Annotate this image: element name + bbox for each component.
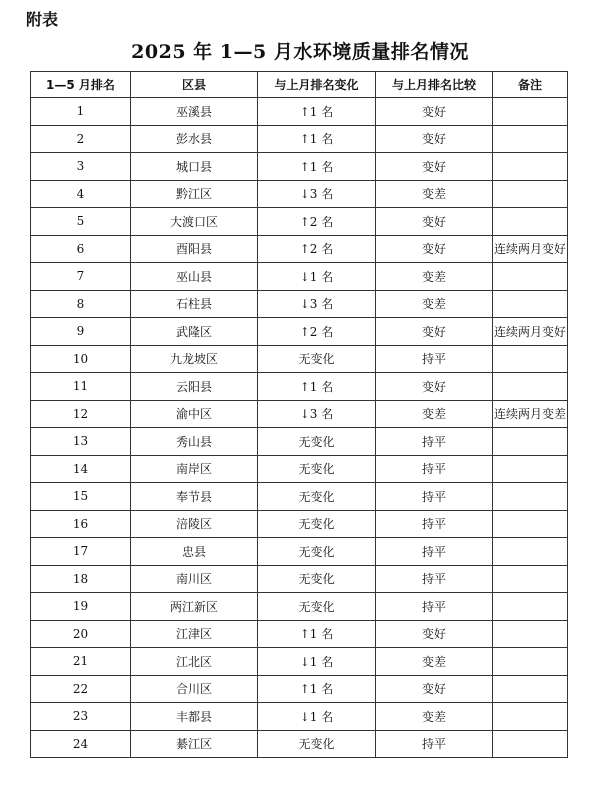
rank-change-cell: ↓3 名	[258, 290, 376, 318]
table-row	[31, 565, 568, 593]
note-cell	[493, 180, 568, 208]
rank-change-cell: 无变化	[258, 730, 376, 758]
comparison-cell: 变好	[376, 98, 493, 126]
table-row	[31, 373, 568, 401]
comparison-cell: 持平	[376, 345, 493, 373]
rank-change-cell: ↓3 名	[258, 180, 376, 208]
table-row	[31, 125, 568, 153]
rank-cell: 22	[31, 675, 131, 703]
note-cell: 连续两月变差	[493, 400, 568, 428]
table-header	[31, 72, 568, 98]
rank-cell: 16	[31, 510, 131, 538]
district-cell: 渝中区	[131, 400, 258, 428]
rank-change-cell: 无变化	[258, 565, 376, 593]
table-row	[31, 593, 568, 621]
column-header-comparison: 与上月排名比较	[376, 72, 493, 98]
district-cell: 忠县	[131, 538, 258, 566]
comparison-cell: 变好	[376, 153, 493, 181]
note-cell	[493, 98, 568, 126]
rank-change-cell: ↑2 名	[258, 208, 376, 236]
comparison-cell: 变差	[376, 290, 493, 318]
rank-change-cell: 无变化	[258, 428, 376, 456]
district-cell: 涪陵区	[131, 510, 258, 538]
rank-change-cell: ↑1 名	[258, 620, 376, 648]
district-cell: 南川区	[131, 565, 258, 593]
district-cell: 彭水县	[131, 125, 258, 153]
table-row	[31, 153, 568, 181]
rank-cell: 17	[31, 538, 131, 566]
page-title: 2025 年 1—5 月水环境质量排名情况	[131, 41, 469, 63]
rank-change-cell: ↑2 名	[258, 235, 376, 263]
column-header-district: 区县	[131, 72, 258, 98]
rank-cell: 3	[31, 153, 131, 181]
comparison-cell: 持平	[376, 428, 493, 456]
rank-cell: 19	[31, 593, 131, 621]
note-cell	[493, 125, 568, 153]
note-cell	[493, 455, 568, 483]
rank-cell: 2	[31, 125, 131, 153]
table-row	[31, 538, 568, 566]
comparison-cell: 变好	[376, 125, 493, 153]
note-cell	[493, 565, 568, 593]
note-cell	[493, 153, 568, 181]
rank-cell: 23	[31, 703, 131, 731]
table-row	[31, 345, 568, 373]
rank-cell: 21	[31, 648, 131, 676]
table-row	[31, 455, 568, 483]
rank-cell: 20	[31, 620, 131, 648]
note-cell	[493, 290, 568, 318]
note-cell	[493, 263, 568, 291]
rank-cell: 5	[31, 208, 131, 236]
district-cell: 酉阳县	[131, 235, 258, 263]
comparison-cell: 持平	[376, 483, 493, 511]
column-header-rank: 1—5 月排名	[31, 72, 131, 98]
attachment-label: 附表	[26, 10, 59, 29]
district-cell: 九龙坡区	[131, 345, 258, 373]
comparison-cell: 变差	[376, 180, 493, 208]
note-cell	[493, 703, 568, 731]
rank-cell: 9	[31, 318, 131, 346]
note-cell: 连续两月变好	[493, 318, 568, 346]
comparison-cell: 变好	[376, 208, 493, 236]
rank-change-cell: 无变化	[258, 483, 376, 511]
district-cell: 巫山县	[131, 263, 258, 291]
rank-change-cell: ↑1 名	[258, 98, 376, 126]
comparison-cell: 持平	[376, 510, 493, 538]
district-cell: 江北区	[131, 648, 258, 676]
comparison-cell: 变好	[376, 373, 493, 401]
comparison-cell: 变好	[376, 235, 493, 263]
table-row	[31, 98, 568, 126]
rank-change-cell: 无变化	[258, 345, 376, 373]
rank-cell: 10	[31, 345, 131, 373]
comparison-cell: 持平	[376, 565, 493, 593]
district-cell: 秀山县	[131, 428, 258, 456]
rank-cell: 18	[31, 565, 131, 593]
comparison-cell: 变差	[376, 263, 493, 291]
comparison-cell: 持平	[376, 730, 493, 758]
note-cell	[493, 648, 568, 676]
table-row	[31, 180, 568, 208]
table-row	[31, 703, 568, 731]
note-cell	[493, 730, 568, 758]
table-row	[31, 510, 568, 538]
district-cell: 綦江区	[131, 730, 258, 758]
note-cell	[493, 620, 568, 648]
comparison-cell: 持平	[376, 593, 493, 621]
comparison-cell: 变差	[376, 648, 493, 676]
rank-change-cell: ↓1 名	[258, 648, 376, 676]
district-cell: 江津区	[131, 620, 258, 648]
note-cell	[493, 593, 568, 621]
note-cell: 连续两月变好	[493, 235, 568, 263]
table-row	[31, 235, 568, 263]
rank-cell: 1	[31, 98, 131, 126]
rank-change-cell: 无变化	[258, 538, 376, 566]
district-cell: 武隆区	[131, 318, 258, 346]
district-cell: 云阳县	[131, 373, 258, 401]
rank-cell: 8	[31, 290, 131, 318]
district-cell: 城口县	[131, 153, 258, 181]
note-cell	[493, 345, 568, 373]
district-cell: 奉节县	[131, 483, 258, 511]
rank-cell: 14	[31, 455, 131, 483]
table-row	[31, 428, 568, 456]
table-row	[31, 620, 568, 648]
note-cell	[493, 428, 568, 456]
rank-cell: 13	[31, 428, 131, 456]
rank-cell: 4	[31, 180, 131, 208]
rank-change-cell: 无变化	[258, 510, 376, 538]
comparison-cell: 变好	[376, 675, 493, 703]
note-cell	[493, 208, 568, 236]
rank-change-cell: ↓1 名	[258, 703, 376, 731]
table-row	[31, 400, 568, 428]
rank-cell: 11	[31, 373, 131, 401]
district-cell: 大渡口区	[131, 208, 258, 236]
note-cell	[493, 510, 568, 538]
rank-change-cell: ↑2 名	[258, 318, 376, 346]
column-header-note: 备注	[493, 72, 568, 98]
rank-change-cell: ↓3 名	[258, 400, 376, 428]
comparison-cell: 变差	[376, 400, 493, 428]
comparison-cell: 变好	[376, 620, 493, 648]
district-cell: 石柱县	[131, 290, 258, 318]
rank-cell: 15	[31, 483, 131, 511]
table-row	[31, 483, 568, 511]
rank-change-cell: ↑1 名	[258, 373, 376, 401]
table-row	[31, 208, 568, 236]
note-cell	[493, 538, 568, 566]
table-row	[31, 290, 568, 318]
rank-cell: 12	[31, 400, 131, 428]
district-cell: 巫溪县	[131, 98, 258, 126]
rank-cell: 7	[31, 263, 131, 291]
table-row	[31, 730, 568, 758]
comparison-cell: 变好	[376, 318, 493, 346]
note-cell	[493, 373, 568, 401]
district-cell: 南岸区	[131, 455, 258, 483]
table-row	[31, 648, 568, 676]
district-cell: 合川区	[131, 675, 258, 703]
table-row	[31, 263, 568, 291]
table-row	[31, 675, 568, 703]
ranking-table	[30, 71, 568, 758]
rank-change-cell: ↑1 名	[258, 153, 376, 181]
rank-cell: 24	[31, 730, 131, 758]
district-cell: 黔江区	[131, 180, 258, 208]
column-header-rank-change: 与上月排名变化	[258, 72, 376, 98]
comparison-cell: 变差	[376, 703, 493, 731]
rank-cell: 6	[31, 235, 131, 263]
comparison-cell: 持平	[376, 455, 493, 483]
comparison-cell: 持平	[376, 538, 493, 566]
rank-change-cell: ↑1 名	[258, 125, 376, 153]
rank-change-cell: ↑1 名	[258, 675, 376, 703]
note-cell	[493, 483, 568, 511]
district-cell: 丰都县	[131, 703, 258, 731]
table-header-row	[31, 72, 568, 98]
table-row	[31, 318, 568, 346]
table-body	[31, 98, 568, 758]
rank-change-cell: 无变化	[258, 455, 376, 483]
rank-change-cell: 无变化	[258, 593, 376, 621]
note-cell	[493, 675, 568, 703]
rank-change-cell: ↓1 名	[258, 263, 376, 291]
district-cell: 两江新区	[131, 593, 258, 621]
